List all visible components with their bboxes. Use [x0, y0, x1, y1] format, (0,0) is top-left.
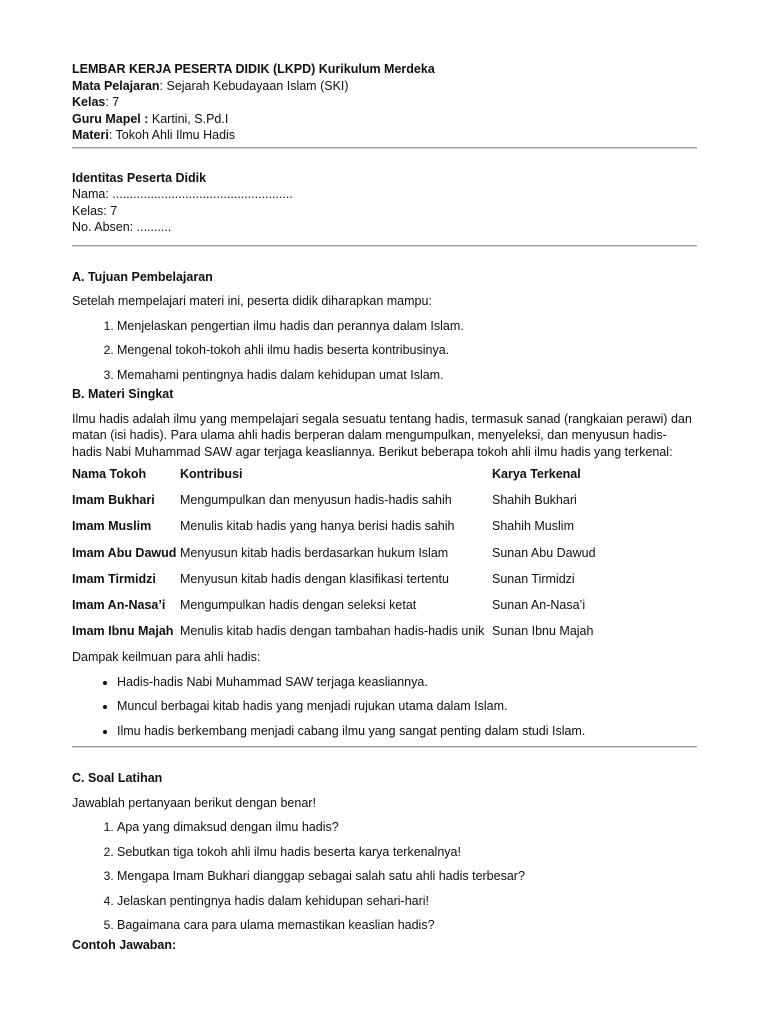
scholar-name: Imam Abu Dawud [72, 545, 177, 560]
topic-value: : Tokoh Ahli Ilmu Hadis [108, 128, 236, 142]
student-class-field: Kelas: 7 [72, 203, 118, 218]
list-item: 3. Mengapa Imam Bukhari dianggap sebagai salah satu ahli hadis terbesar? [117, 868, 697, 885]
exercises-heading: C. Soal Latihan [72, 771, 163, 786]
topic-line [72, 127, 697, 144]
worksheet-page [72, 61, 697, 953]
scholars-table [72, 461, 697, 644]
table-header-row [72, 461, 697, 487]
class-value: : 7 [105, 95, 120, 109]
paragraph-line: hadis Nabi Muhammad SAW agar terjaga keasliannya. Berikut beberapa tokoh ahli ilmu hadis yang terkenal: [72, 444, 673, 459]
objectives-list [72, 318, 697, 384]
list-item: 3. Memahami pentingnya hadis dalam kehidupan umat Islam. [117, 367, 697, 384]
list-item: 5. Bagaimana cara para ulama memastikan keaslian hadis? [117, 917, 697, 934]
column-header: Nama Tokoh [72, 467, 147, 482]
scholar-name: Imam Bukhari [72, 493, 155, 508]
class-label: Kelas [72, 95, 106, 109]
scholar-name: Imam Ibnu Majah [72, 624, 174, 639]
topic-label: Materi [72, 128, 109, 142]
section-exercises [72, 770, 697, 953]
teacher-value: Kartini, S.Pd.I [148, 111, 229, 126]
table-row [72, 566, 697, 592]
list-item: • Hadis-hadis Nabi Muhammad SAW terjaga keasliannya. [117, 674, 697, 691]
divider [72, 147, 697, 149]
teacher-line [72, 111, 697, 128]
scholar-work: Sunan Abu Dawud [492, 545, 596, 560]
scholar-name: Imam Muslim [72, 519, 152, 534]
subject-value: : Sejarah Kebudayaan Islam (SKI) [159, 78, 349, 93]
divider [72, 245, 697, 247]
section-objectives [72, 269, 697, 384]
subject-label: Mata Pelajaran [72, 78, 160, 93]
scholar-contribution: Mengumpulkan hadis dengan seleksi ketat [180, 598, 417, 613]
teacher-label: Guru Mapel : [72, 111, 149, 126]
scholar-work: Shahih Bukhari [492, 493, 577, 508]
identity-heading: Identitas Peserta Didik [72, 170, 207, 185]
sample-answers-heading: Contoh Jawaban: [72, 937, 177, 952]
class-line [72, 94, 697, 111]
student-identity [72, 170, 697, 236]
exercises-list [72, 819, 697, 934]
impact-intro: Dampak keilmuan para ahli hadis: [72, 650, 261, 665]
scholar-name: Imam Tirmidzi [72, 571, 156, 586]
scholar-contribution: Mengumpulkan dan menyusun hadis-hadis sahih [180, 493, 452, 508]
material-heading: B. Materi Singkat [72, 387, 174, 401]
table-row [72, 487, 697, 513]
table-row [72, 618, 697, 644]
exercises-intro: Jawablah pertanyaan berikut dengan benar! [72, 795, 316, 810]
scholar-contribution: Menyusun kitab hadis berdasarkan hukum Islam [180, 545, 449, 560]
table-row [72, 540, 697, 566]
impact-list [72, 674, 697, 740]
table-row [72, 592, 697, 618]
scholar-name: Imam An-Nasa’i [72, 598, 166, 613]
scholar-work: Sunan Tirmidzi [492, 571, 575, 586]
student-name-field: Nama: .................................................... [72, 187, 293, 201]
scholar-work: Sunan An-Nasa’i [492, 598, 586, 613]
scholar-contribution: Menulis kitab hadis dengan tambahan hadis-hadis unik [180, 624, 485, 639]
section-material [72, 386, 697, 739]
document-header [72, 61, 697, 144]
objectives-intro: Setelah mempelajari materi ini, peserta didik diharapkan mampu: [72, 294, 432, 308]
scholar-work: Shahih Muslim [492, 519, 574, 534]
subject-line [72, 78, 697, 95]
list-item: • Muncul berbagai kitab hadis yang menjadi rujukan utama dalam Islam. [117, 698, 697, 715]
scholar-work: Sunan Ibnu Majah [492, 624, 594, 639]
column-header: Karya Terkenal [492, 467, 581, 482]
list-item: 2. Mengenal tokoh-tokoh ahli ilmu hadis beserta kontribusinya. [117, 342, 697, 359]
objectives-heading: A. Tujuan Pembelajaran [72, 269, 213, 284]
list-item: 2. Sebutkan tiga tokoh ahli ilmu hadis beserta karya terkenalnya! [117, 844, 697, 861]
scholar-contribution: Menyusun kitab hadis dengan klasifikasi tertentu [180, 571, 449, 586]
student-number-field: No. Absen: .......... [72, 220, 172, 234]
list-item: 4. Jelaskan pentingnya hadis dalam kehidupan sehari-hari! [117, 893, 697, 910]
scholar-contribution: Menulis kitab hadis yang hanya berisi hadis sahih [180, 519, 455, 534]
table-row [72, 513, 697, 539]
material-paragraph [72, 411, 697, 461]
column-header: Kontribusi [180, 467, 243, 482]
divider [72, 746, 697, 748]
list-item: • Ilmu hadis berkembang menjadi cabang ilmu yang sangat penting dalam studi Islam. [117, 723, 697, 740]
list-item: 1. Apa yang dimaksud dengan ilmu hadis? [117, 819, 697, 836]
document-title: LEMBAR KERJA PESERTA DIDIK (LKPD) Kurikulum Merdeka [72, 62, 435, 76]
paragraph-line: Ilmu hadis adalah ilmu yang mempelajari segala sesuatu tentang hadis, termasuk sanad (rangkaian perawi) dan [72, 411, 692, 426]
list-item: 1. Menjelaskan pengertian ilmu hadis dan perannya dalam Islam. [117, 318, 697, 335]
paragraph-line: matan (isi hadis). Para ulama ahli hadis berperan dalam mengumpulkan, menyeleksi, dan menyusun hadis- [72, 428, 667, 442]
